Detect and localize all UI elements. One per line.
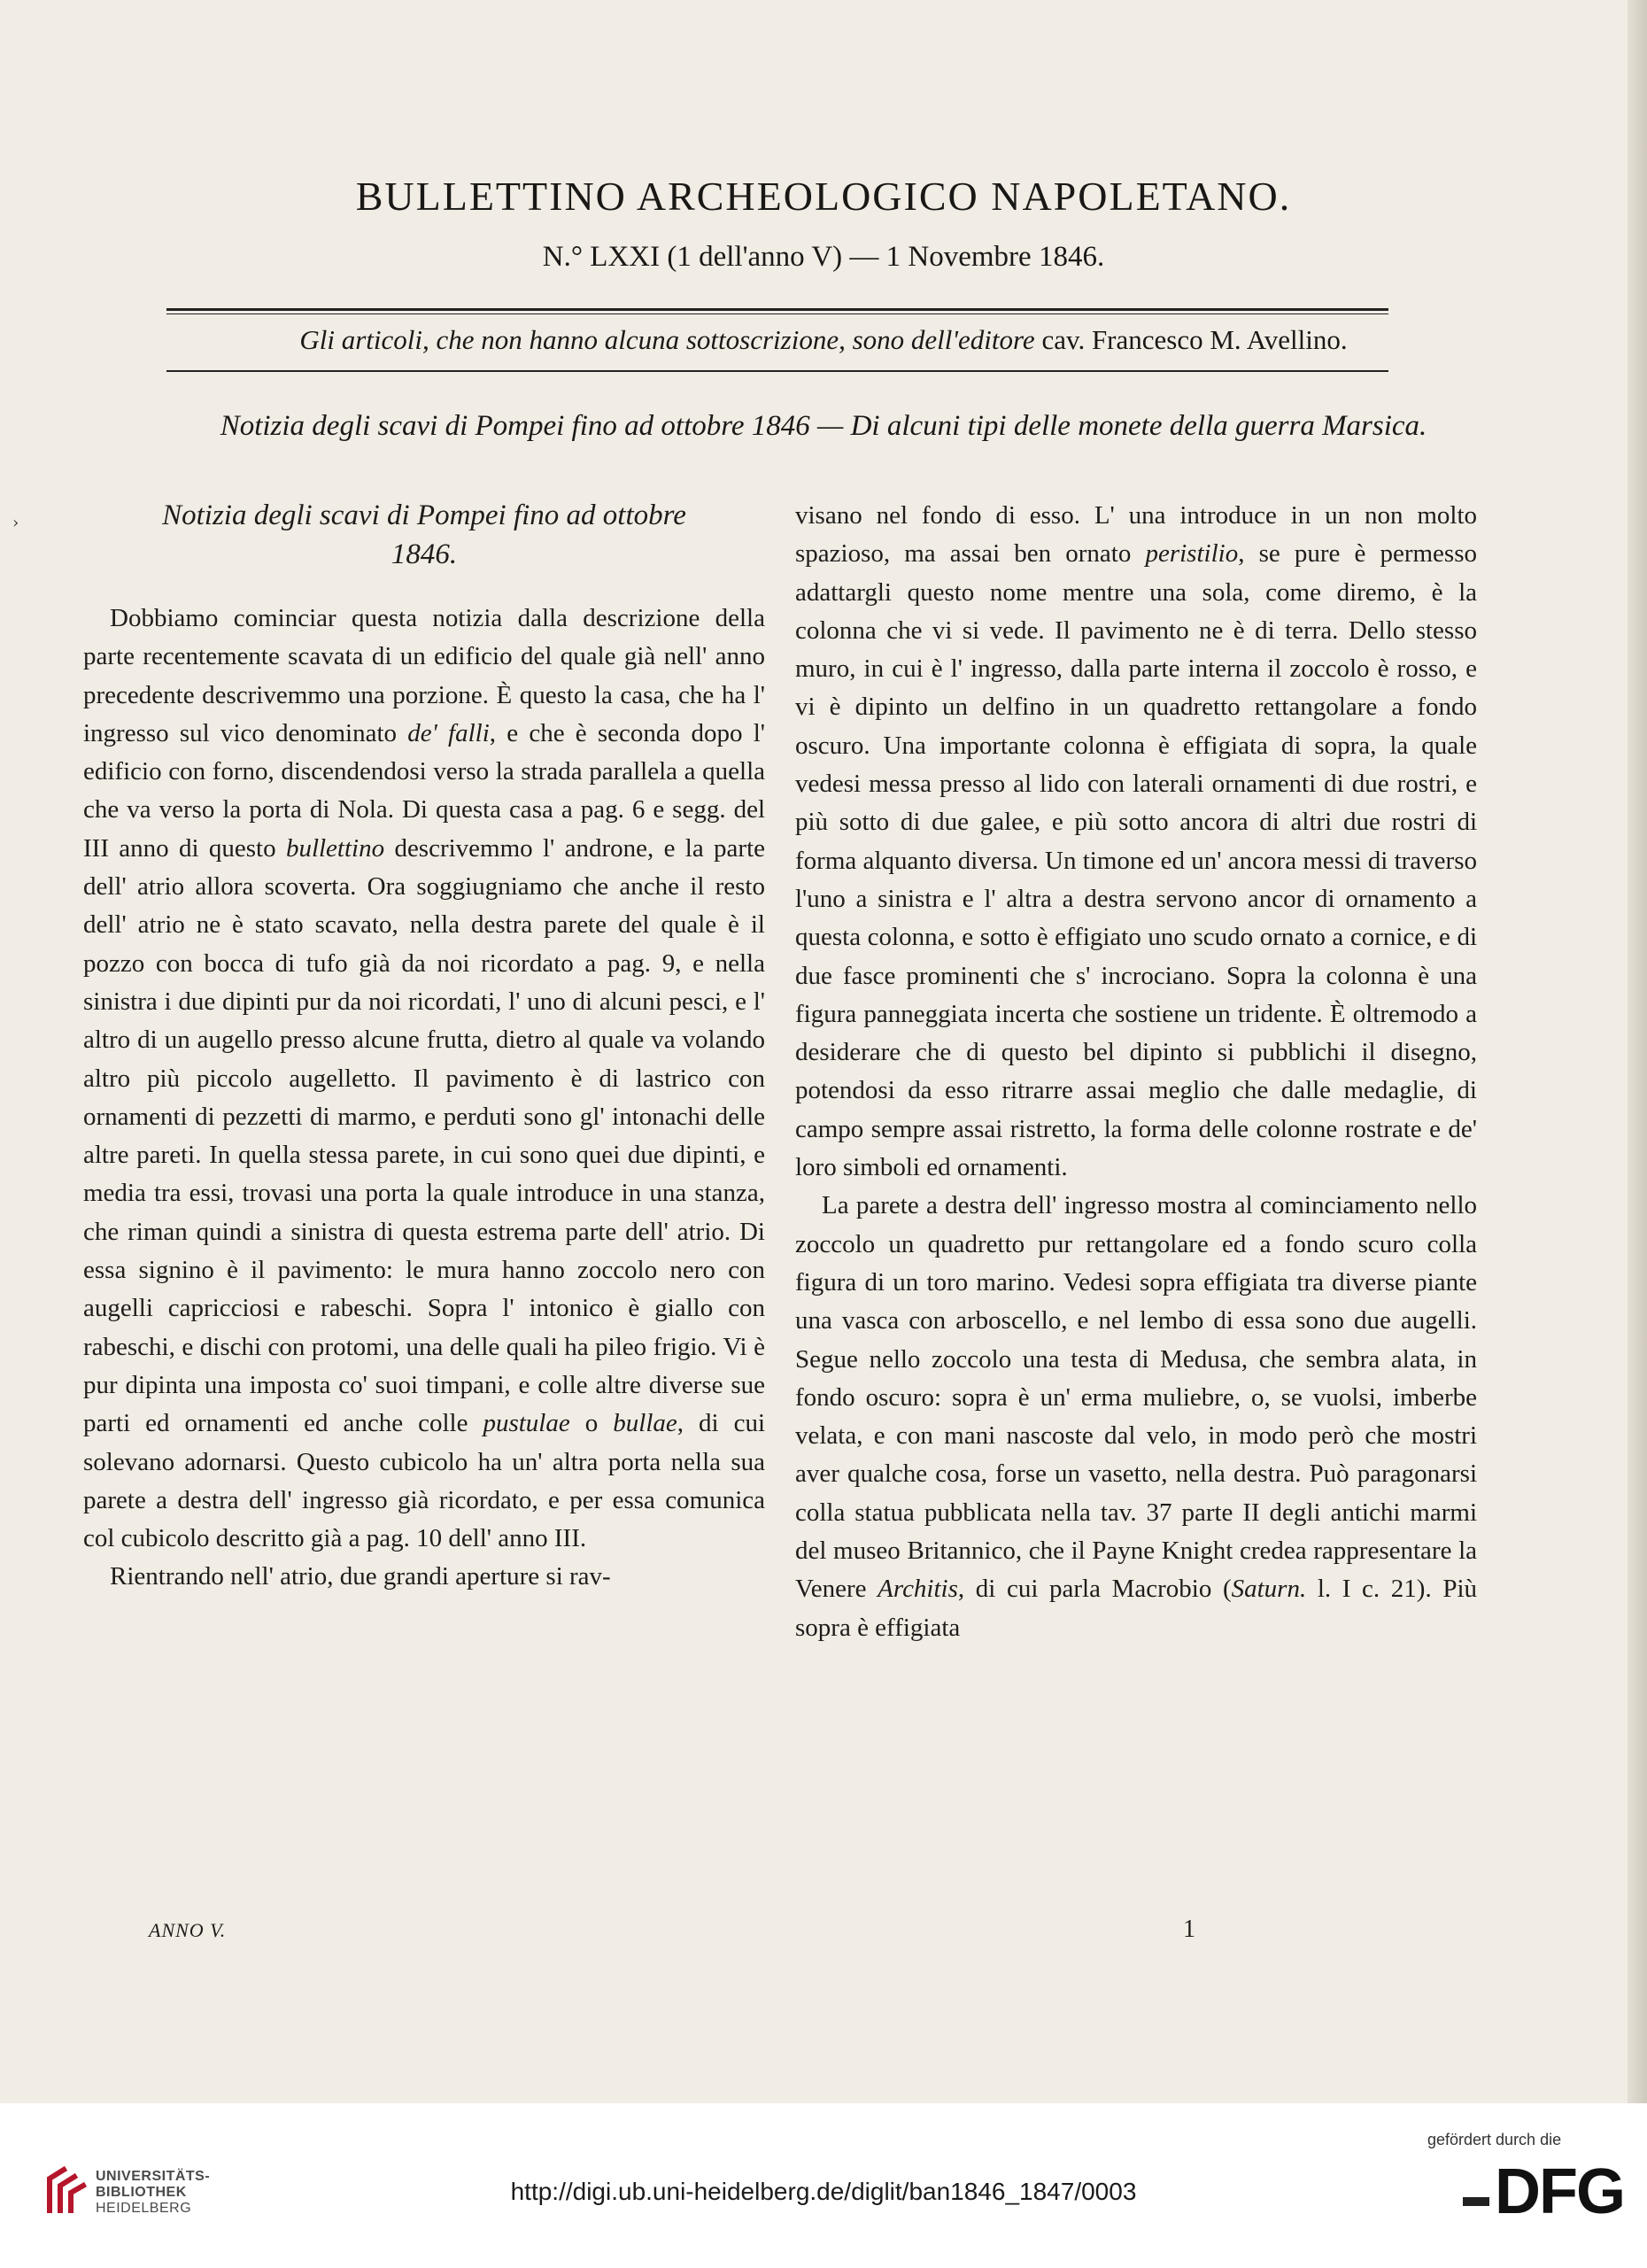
editor-note	[0, 324, 1647, 356]
signature-mark: ANNO V.	[149, 1919, 227, 1941]
text-run: descrivemmo l' androne, e la parte dell' atrio allora scoverta. Ora soggiugniamo che anche il resto dell' atrio ne è stato scavato, nella destra parete del quale è il pozzo con bocca di tufo già da noi ricordato a pag. 9, e nella sinistra i due dipinti pur da noi ricordati, l' uno di alcuni pesci, e l' altro di un augello presso alcune frutta, dietro al quale va volando altro più piccolo augelletto. Il pavimento è di lastrico con ornamenti di pezzetti di marmo, e perduti sono gl' intonachi delle altre pareti. In quella stessa parete, in cui sono quei due dipinti, e media tra essi, trovasi una porta la quale introduce in una stanza, che riman quindi a sinistra di questa estrema parte dell' atrio. Di essa signino è il pavimento: le mura hanno zoccolo nero con augelli capricciosi e rabeschi. Sopra l' intonico è giallo con rabeschi, e dischi con protomi, una delle quali ha pileo frigio. Vi è pur dipinta una imposta co' suoi timpani, e colle altre diverse sue parti ed ornamenti ed anche colle	[83, 833, 765, 1438]
left-paragraph-2: Rientrando nell' atrio, due grandi aperture si rav-	[110, 1562, 611, 1591]
left-paragraph-1	[83, 600, 765, 1558]
italic-term: bullae	[613, 1409, 677, 1438]
library-name-line3: HEIDELBERG	[96, 2201, 192, 2216]
issue-line: N.° LXXI (1 dell'anno V) — 1 Novembre 1846.	[542, 241, 1105, 273]
text-run: l. I c. 21). Più sopra è effigiata	[795, 1575, 1478, 1642]
article-heading	[83, 496, 765, 574]
text-run: La parete a destra dell' ingresso mostra al cominciamento nello zoccolo un quadretto pur rettangolare ed a fondo scuro colla figura di un toro marino. Vedesi sopra effigiata tra diverse piante una vasca con arboscello, e nel lembo di essa sono due augelli. Segue nello zoccolo una testa di Medusa, che sembra alata, in fondo oscuro: sopra è un' erma muliebre, o, se vuolsi, imberbe velata, e con mani nascoste dal velo, in modo però che mostri aver qualche cosa, forse un vasetto, nella destra. Può paragonarsi colla statua pubblicata nella tav. 37 parte II degli antichi marmi del museo Britannico, che il Payne Knight credea rappresentare la Venere	[795, 1191, 1477, 1604]
contents-line: Notizia degli scavi di Pompei fino ad ottobre 1846 — Di alcuni tipi delle monete della guerra Marsica.	[220, 410, 1427, 442]
text-run: , se pure è permesso adattargli questo nome mentre una sola, come diremo, è la colonna che vi si vede. Il pavimento ne è di terra. Dello stesso muro, in cui è l' ingresso, dalla parte interna il zoccolo è rosso, e vi è dipinto un delfino in un quadretto rettangolare a fondo oscuro. Una importante colonna è effigiata di sopra, la quale vedesi messa presso al lido con laterali ornamenti di due rostri, e più sotto di due galee, e più sotto ancora di altri due rostri di forma alquanto diversa. Un timone ed un' ancora messi di traverso l'uno a sinistra e l' altra a destra servono ancor di ornamento a questa colonna, e sotto è effigiato uno scudo ornato a cornice, e di due fasce prominenti che s' incrociano. Sopra la colonna è una figura panneggiata incerta che sostiene un tridente. È oltremodo a desiderare che di questo bel dipinto si pubblichi il disegno, potendosi da esso ritrarre assai meglio che dalle medaglie, di campo sempre assai ristretto, la forma delle colonne rostrate e de' loro simboli ed ornamenti.	[795, 539, 1477, 1182]
right-column	[795, 497, 1477, 1647]
header-rule	[166, 308, 1388, 314]
margin-mark: ›	[12, 514, 19, 532]
italic-term: bullettino	[285, 833, 385, 863]
italic-term: Architis	[878, 1575, 958, 1604]
italic-term: pustulae	[483, 1409, 570, 1438]
left-column	[83, 496, 765, 1597]
article-heading-line1: Notizia degli scavi di Pompei fino ad ottobre	[162, 499, 686, 531]
right-paragraph-1	[795, 497, 1477, 1187]
italic-term: peristilio	[1145, 539, 1239, 569]
library-name-line1: UNIVERSITÄTS-	[96, 2169, 211, 2184]
text-run: visano nel fondo di esso. L' una introduce in un non molto spazioso, ma assai ben ornato	[795, 501, 1477, 569]
text-run: Dobbiamo cominciar questa notizia dalla descrizione della parte recentemente scavata di un edificio del quale già nell' anno precedente descrivemmo una porzione. È questo la casa, che ha l' ingresso sul vico denominato	[83, 604, 765, 747]
editor-name: cav. Francesco M. Avellino.	[1041, 324, 1348, 355]
permalink-url[interactable]: http://digi.ub.uni-heidelberg.de/diglit/ban1846_1847/0003	[510, 2178, 1137, 2205]
right-paragraph-2	[795, 1187, 1477, 1647]
text-run: o	[584, 1409, 599, 1438]
dfg-logo-text: DFG	[1495, 2158, 1624, 2220]
editor-rule	[166, 370, 1388, 372]
italic-term: Saturn.	[1231, 1575, 1307, 1604]
dfg-logo-icon	[1463, 2158, 1631, 2220]
article-heading-line2: 1846.	[390, 538, 458, 570]
editor-note-text: Gli articoli, che non hanno alcuna sottoscrizione, sono dell'editore	[299, 324, 1035, 355]
sponsor-label: gefördert durch die	[1427, 2131, 1562, 2148]
digitization-banner	[0, 2103, 1647, 2268]
italic-term: de' falli	[407, 718, 490, 747]
text-run: , di cui solevano adornarsi. Questo cubicolo ha un' altra porta nella sua parete a destra dell' ingresso già ricordato, e per essa comunica col cubicolo descritto già a pag. 10 dell' anno III.	[83, 1409, 766, 1553]
text-run: , e che è seconda dopo l' edificio con forno, discendendosi verso la strada parallela a quella che va verso la porta di Nola. Di questa casa a pag. 6 e segg. del III anno di questo	[83, 718, 766, 863]
library-name-line2: BIBLIOTHEK	[96, 2185, 187, 2200]
journal-title: BULLETTINO ARCHEOLOGICO NAPOLETANO.	[355, 174, 1292, 219]
scan-edge	[1628, 0, 1647, 2103]
text-run: , di cui parla Macrobio (	[957, 1575, 1232, 1604]
page-number: 1	[1183, 1916, 1195, 1943]
